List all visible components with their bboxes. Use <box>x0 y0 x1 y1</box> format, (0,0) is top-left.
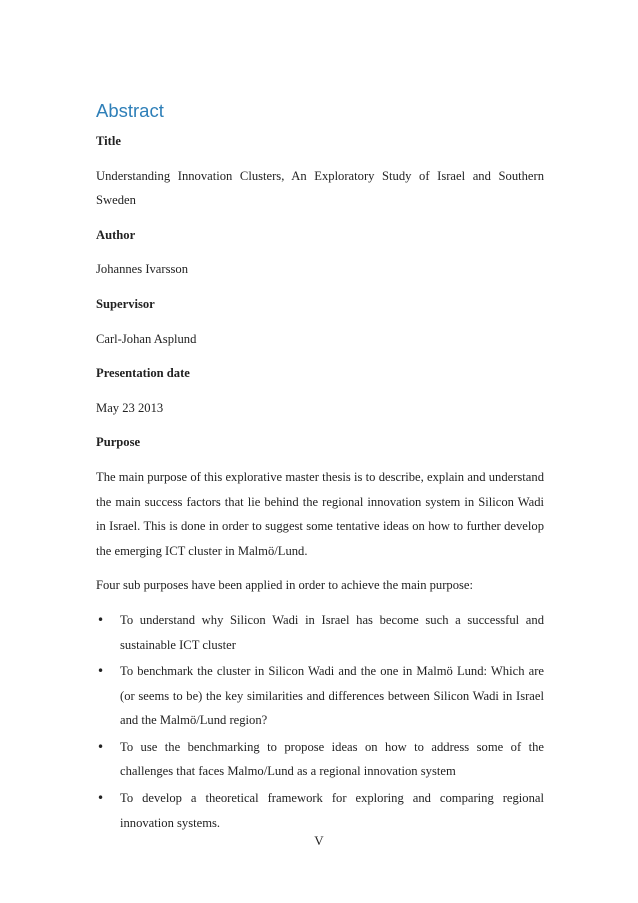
bullet-icon: • <box>97 791 105 806</box>
sub-purpose-text: To understand why Silicon Wadi in Israel has become such a successful and sustainable ICT cluster <box>120 612 544 652</box>
title-label: Title <box>96 134 121 148</box>
sub-purpose-text: To benchmark the cluster in Silicon Wadi and the one in Malmö Lund: Which are (or seems to be) the key similarities and differences between Silicon Wadi in Israel and the Malmö/Lund region? <box>120 664 544 728</box>
abstract-heading: Abstract <box>96 100 164 121</box>
abstract-content <box>96 99 544 837</box>
list-item <box>96 608 544 657</box>
sub-purpose-text: To develop a theoretical framework for exploring and comparing regional innovation systems. <box>120 791 544 830</box>
list-item <box>96 659 544 733</box>
sub-purposes-intro: Four sub purposes have been applied in order to achieve the main purpose: <box>96 578 474 593</box>
presentation-date-label: Presentation date <box>96 366 190 381</box>
supervisor-label: Supervisor <box>96 296 155 311</box>
page-number: V <box>314 833 324 848</box>
list-item <box>96 786 544 835</box>
bullet-icon: • <box>97 664 105 679</box>
list-item <box>96 735 544 784</box>
sub-purposes-list <box>96 608 544 835</box>
supervisor-value: Carl-Johan Asplund <box>96 331 197 346</box>
title-value: Understanding Innovation Clusters, An Exploratory Study of Israel and Southern Sweden <box>96 168 544 208</box>
sub-purpose-text: To use the benchmarking to propose ideas on how to address some of the challenges that faces Malmo/Lund as a regional innovation system <box>120 739 544 779</box>
purpose-label: Purpose <box>96 435 141 450</box>
bullet-icon: • <box>97 739 105 754</box>
presentation-date-value: May 23 2013 <box>96 400 164 415</box>
bullet-icon: • <box>97 612 105 627</box>
author-label: Author <box>96 227 136 242</box>
purpose-text: The main purpose of this explorative master thesis is to describe, explain and understand the main success factors that lie behind the regional innovation system in Silicon Wadi in Israel. This is done in order to suggest some tentative ideas on how to further develop the emerging ICT cluster in Malmö/Lund. <box>96 469 544 558</box>
author-value: Johannes Ivarsson <box>96 262 188 277</box>
